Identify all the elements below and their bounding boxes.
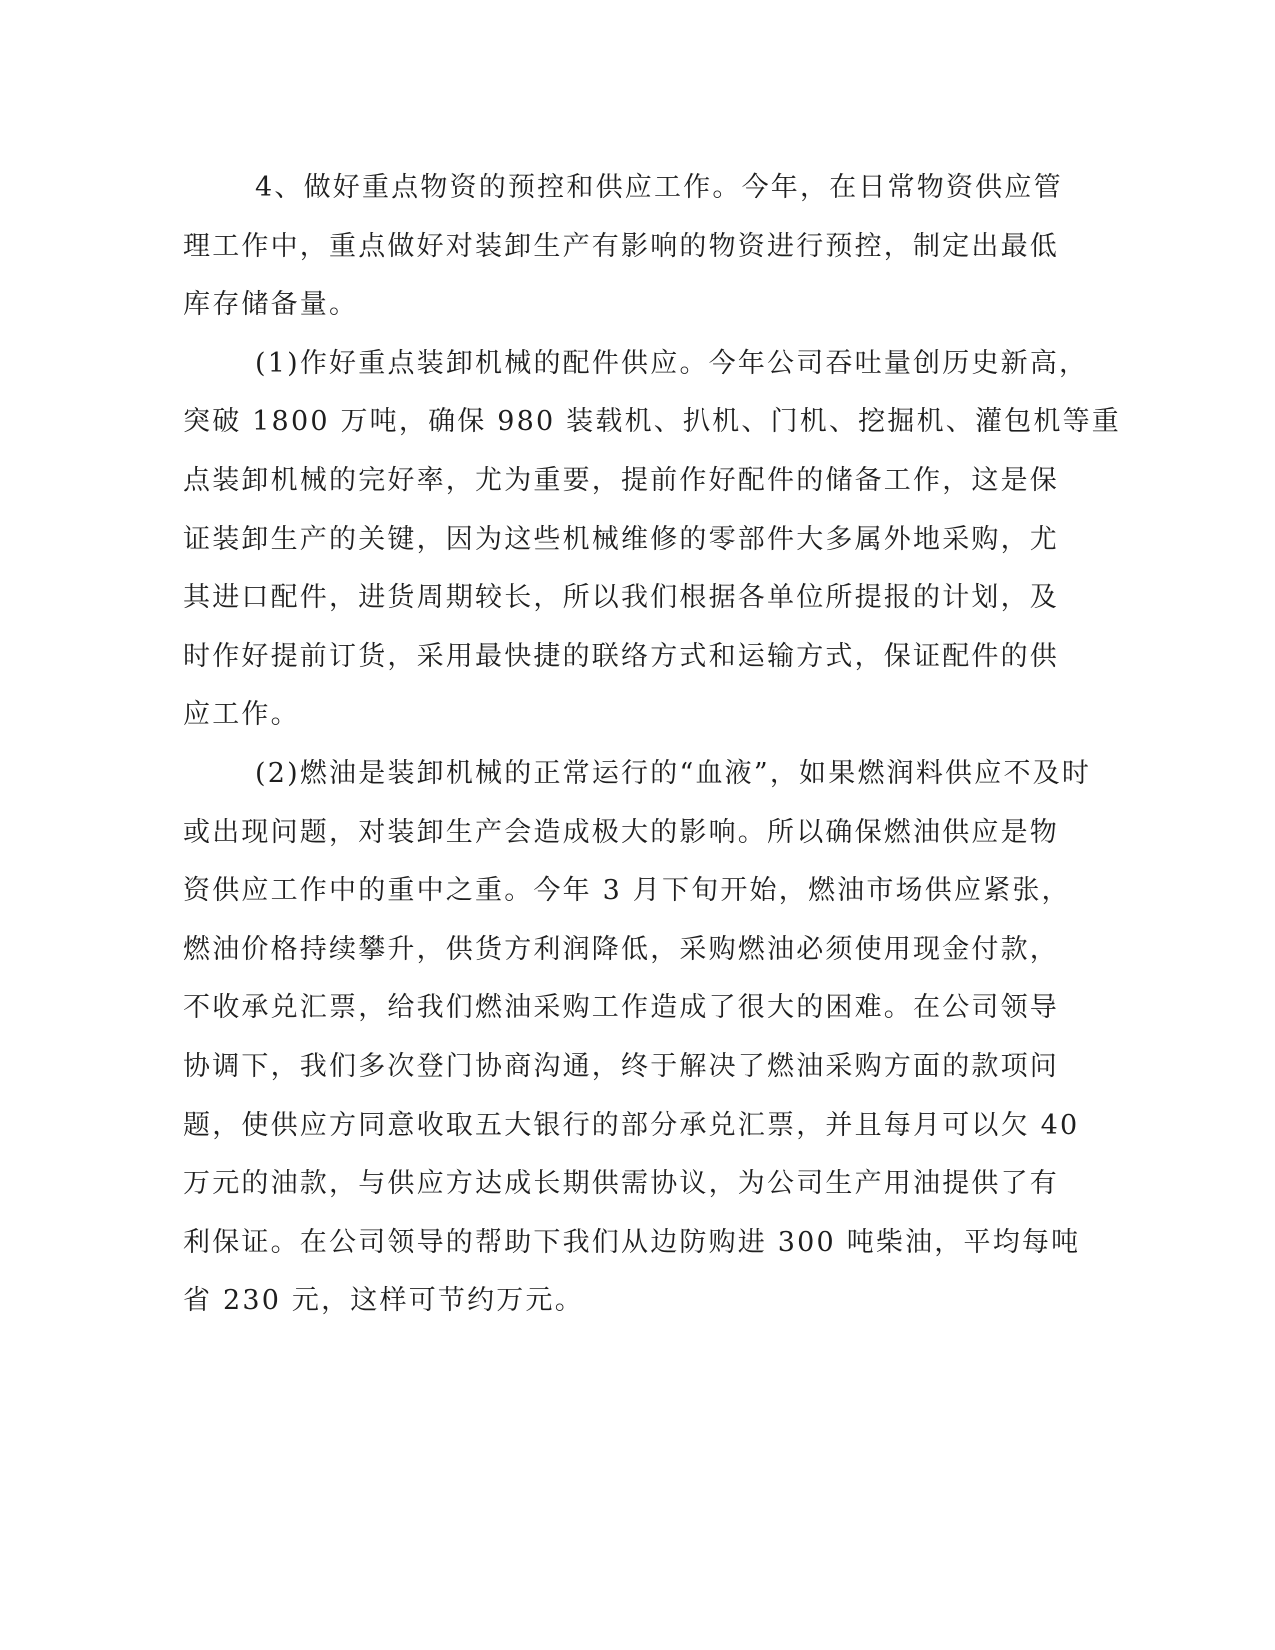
text-line: (2)燃油是装卸机械的正常运行的“血液”，如果燃润料供应不及时 [255, 757, 1092, 789]
text-line: 4、做好重点物资的预控和供应工作。今年，在日常物资供应管 [255, 172, 1063, 203]
text-line: (1)作好重点装卸机械的配件供应。今年公司吞吐量创历史新高， [255, 347, 1089, 379]
text-line: 协调下，我们多次登门协商沟通，终于解决了燃油采购方面的款项问 [183, 1050, 1059, 1082]
text-line: 或出现问题，对装卸生产会造成极大的影响。所以确保燃油供应是物 [183, 816, 1059, 848]
text-line: 题，使供应方同意收取五大银行的部分承兑汇票，并且每月可以欠 40 [183, 1109, 1080, 1141]
text-line: 突破 1800 万吨，确保 980 装载机、扒机、门机、挖掘机、灌包机等重 [183, 406, 1121, 438]
text-line: 不收承兑汇票，给我们燃油采购工作造成了很大的困难。在公司领导 [183, 992, 1059, 1024]
text-line: 燃油价格持续攀升，供货方利润降低，采购燃油必须使用现金付款， [183, 933, 1059, 965]
text-line: 时作好提前订货，采用最快捷的联络方式和运输方式，保证配件的供 [183, 640, 1059, 672]
text-line: 库存储备量。 [183, 289, 359, 321]
text-line: 应工作。 [183, 699, 300, 731]
text-line: 理工作中，重点做好对装卸生产有影响的物资进行预控，制定出最低 [183, 230, 1059, 262]
text-line: 省 230 元，这样可节约万元。 [183, 1285, 584, 1317]
paragraph-key-materials [183, 159, 1063, 335]
document-body [183, 159, 1121, 1331]
text-line: 点装卸机械的完好率，尤为重要，提前作好配件的储备工作，这是保 [183, 464, 1059, 496]
text-line: 证装卸生产的关键，因为这些机械维修的零部件大多属外地采购，尤 [183, 523, 1059, 555]
paragraph-fuel-supply [183, 745, 1092, 1331]
text-line: 万元的油款，与供应方达成长期供需协议，为公司生产用油提供了有 [183, 1168, 1059, 1200]
text-line: 资供应工作中的重中之重。今年 3 月下旬开始，燃油市场供应紧张， [183, 875, 1071, 907]
text-line: 其进口配件，进货周期较长，所以我们根据各单位所提报的计划，及 [183, 582, 1059, 614]
text-line: 利保证。在公司领导的帮助下我们从边防购进 300 吨柴油，平均每吨 [183, 1226, 1081, 1258]
paragraph-machinery-parts [183, 335, 1121, 745]
